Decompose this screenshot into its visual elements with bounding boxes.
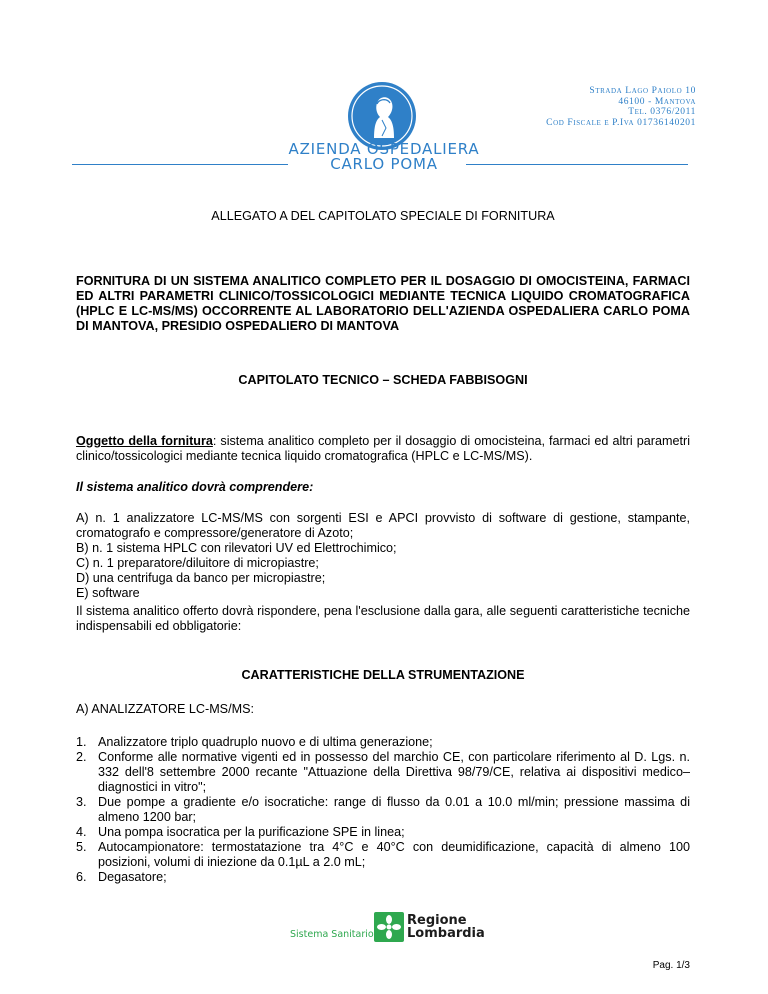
features-title: CARATTERISTICHE DELLA STRUMENTAZIONE bbox=[241, 668, 525, 682]
tech-title: CAPITOLATO TECNICO – SCHEDA FABBISOGNI bbox=[238, 373, 528, 387]
address-street: Strada Lago Paiolo 10 bbox=[589, 86, 696, 96]
component-e: E) software bbox=[76, 586, 140, 600]
component-d: D) una centrifuga da banco per micropiastre; bbox=[76, 571, 326, 585]
list-item: 5. Autocampionatore: termostatazione tra 4°C e 40°C con deumidificazione, capacità di almeno 100 posizioni, volumi di iniezione da 0.1µL a 2.0 mL; bbox=[76, 840, 690, 869]
org-name-line2: CARLO POMA bbox=[330, 155, 438, 173]
list-item: 4. Una pompa isocratica per la purificazione SPE in linea; bbox=[76, 825, 405, 839]
region-name-line1: Regione bbox=[407, 913, 467, 928]
header-rule-right bbox=[466, 164, 688, 165]
component-a: A) n. 1 analizzatore LC-MS/MS con sorgenti ESI e APCI provvisto di software di gestione, stampante, cromatografo e compressore/generatore di Azoto; bbox=[76, 511, 690, 540]
requirement-paragraph: Il sistema analitico offerto dovrà rispondere, pena l'esclusione dalla gara, alle seguenti caratteristiche tecniche indispensabili ed obbligatorie: bbox=[76, 604, 690, 633]
org-name-line1: AZIENDA OSPEDALIERA bbox=[288, 140, 480, 158]
analyzer-heading: A) ANALIZZATORE LC-MS/MS: bbox=[76, 702, 254, 716]
page-number: Pag. 1/3 bbox=[652, 960, 690, 971]
component-c: C) n. 1 preparatore/diluitore di micropiastre; bbox=[76, 556, 319, 570]
list-item: 2. Conforme alle normative vigenti ed in possesso del marchio CE, con particolare riferimento al D. Lgs. n. 332 dell'8 settembre 2000 recante "Attuazione della Direttiva 98/79/CE, relativa ai dispositivi medico–diagnostici in vitro"; bbox=[76, 750, 690, 794]
address-tax-code: Cod Fiscale e P.Iva 01736140201 bbox=[546, 117, 696, 128]
regione-lombardia-rose-icon bbox=[374, 912, 404, 942]
list-item: 6. Degasatore; bbox=[76, 870, 167, 884]
component-b: B) n. 1 sistema HPLC con rilevatori UV ed Elettrochimico; bbox=[76, 541, 397, 555]
address-city: 46100 - Mantova bbox=[618, 96, 696, 107]
region-name-line2: Lombardia bbox=[407, 926, 485, 941]
supply-title: FORNITURA DI UN SISTEMA ANALITICO COMPLETO PER IL DOSAGGIO DI OMOCISTEINA, FARMACI ED ALTRI PARAMETRI CLINICO/TOSSICOLOGICI MEDIANTE TECNICA LIQUIDO CROMATOGRAFICA (HPLC E LC-MS/MS) OCCORRENTE AL LABORATORIO DELL'AZIENDA OSPEDALIERA CARLO POMA DI MANTOVA, PRESIDIO OSPEDALIERO DI MANTOVA bbox=[76, 274, 690, 333]
annex-title: ALLEGATO A DEL CAPITOLATO SPECIALE DI FORNITURA bbox=[211, 209, 555, 223]
sistema-sanitario-label: Sistema Sanitario bbox=[290, 929, 374, 940]
address-phone: Tel. 0376/2011 bbox=[628, 107, 696, 117]
address-block bbox=[546, 86, 696, 128]
list-item: 1. Analizzatore triplo quadruplo nuovo e di ultima generazione; bbox=[76, 735, 433, 749]
components-list bbox=[76, 511, 690, 601]
object-text: : sistema analitico completo per il dosaggio di omocisteina, farmaci ed altri parametri clinico/tossicologici mediante tecnica liquido cromatografica (HPLC e LC-MS/MS). bbox=[76, 434, 690, 463]
system-heading: Il sistema analitico dovrà comprendere: bbox=[76, 480, 314, 494]
analyzer-items bbox=[76, 735, 690, 885]
list-item: 3. Due pompe a gradiente e/o isocratiche: range di flusso da 0.01 a 10.0 ml/min; pressione massima di almeno 1200 bar; bbox=[76, 795, 690, 824]
object-paragraph bbox=[76, 434, 690, 464]
object-label: Oggetto della fornitura bbox=[76, 434, 213, 448]
